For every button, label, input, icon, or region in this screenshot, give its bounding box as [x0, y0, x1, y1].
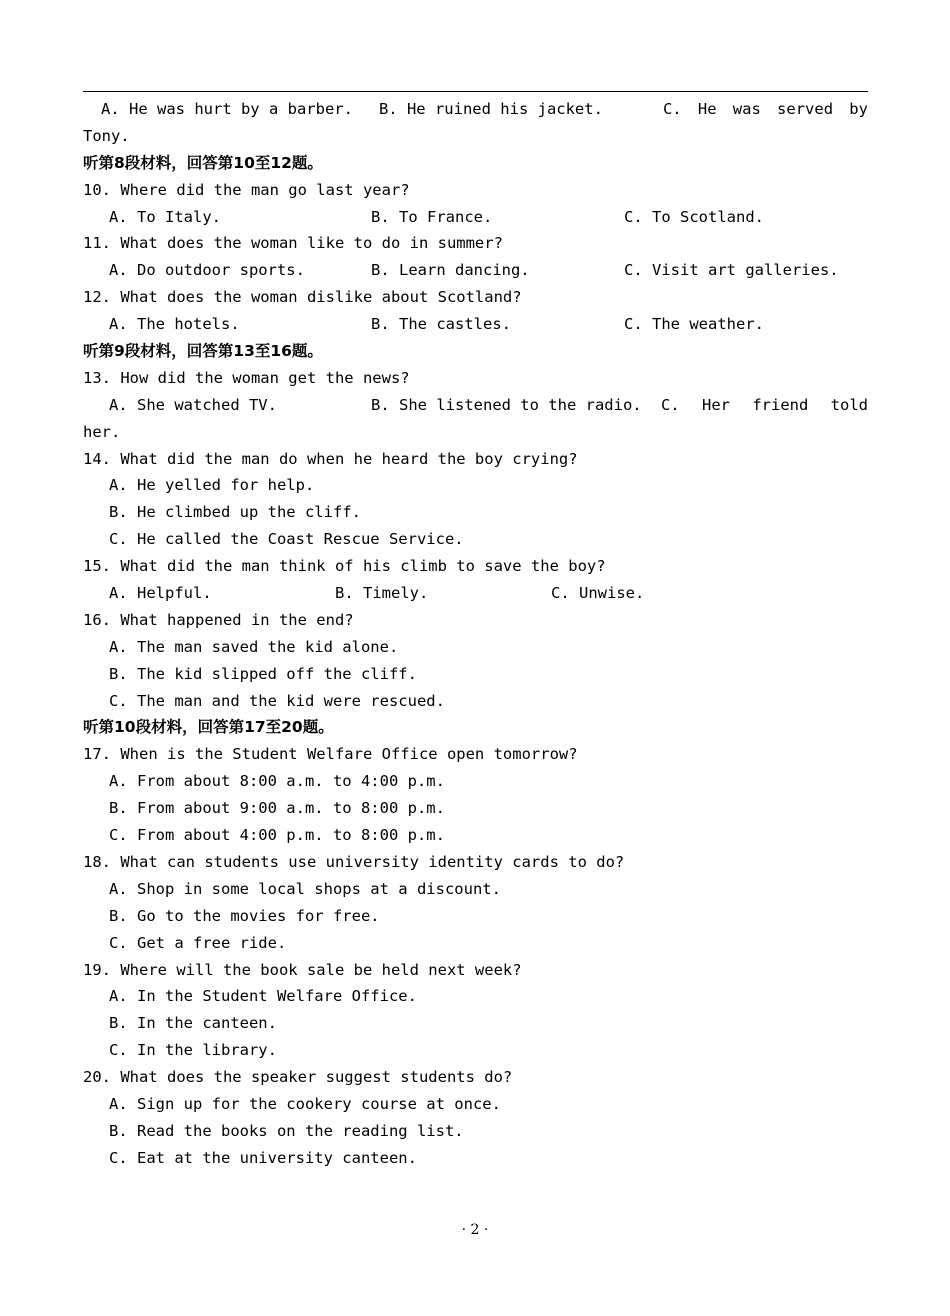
q9-option-c-wrap: Tony. [83, 126, 130, 145]
section-heading-10: 听第10段材料，回答第17至20题。 [83, 718, 334, 737]
option-a: A. Shop in some local shops at a discount. [109, 879, 501, 898]
option-b: B. Read the books on the reading list. [109, 1121, 464, 1140]
options-row [83, 204, 868, 231]
question-stem: 19. Where will the book sale be held next week? [83, 960, 522, 979]
question-stem: 16. What happened in the end? [83, 610, 354, 629]
option-b: B. In the canteen. [109, 1014, 277, 1033]
options-row [83, 257, 868, 284]
option-b: B. From about 9:00 a.m. to 8:00 p.m. [109, 799, 445, 818]
question-stem: 13. How did the woman get the news? [83, 368, 410, 387]
q9-option-c: C. He was served by [662, 100, 868, 118]
question-stem: 11. What does the woman like to do in summer? [83, 234, 503, 253]
option-c: C. Visit art galleries. [624, 261, 839, 280]
question-stem: 10. Where did the man go last year? [83, 180, 410, 199]
option-c: C. Get a free ride. [109, 933, 287, 952]
option-b: B. She listened to the radio. [371, 395, 642, 414]
option-b: B. Go to the movies for free. [109, 906, 380, 925]
question-stem: 14. What did the man do when he heard the boy crying? [83, 449, 578, 468]
section-heading-9: 听第9段材料，回答第13至16题。 [83, 342, 323, 361]
option-a: A. He yelled for help. [109, 476, 315, 495]
option-a: A. Do outdoor sports. [109, 261, 305, 280]
q9-option-b: B. He ruined his jacket. [378, 100, 603, 118]
question-stem: 17. When is the Student Welfare Office open tomorrow? [83, 745, 578, 764]
option-c-wrap: her. [83, 422, 121, 441]
option-c: C. Eat at the university canteen. [109, 1148, 417, 1167]
option-c: C. The man and the kid were rescued. [109, 691, 445, 710]
section-heading-8: 听第8段材料，回答第10至12题。 [83, 153, 323, 172]
option-a: A. In the Student Welfare Office. [109, 987, 417, 1006]
option-b: B. The castles. [371, 315, 511, 334]
option-c: C. In the library. [109, 1041, 277, 1060]
q9-options-row [83, 96, 868, 123]
option-b: B. Learn dancing. [371, 261, 530, 280]
option-a: A. Helpful. [109, 584, 212, 603]
option-c: C. Unwise. [551, 584, 645, 603]
question-stem: 20. What does the speaker suggest students do? [83, 1068, 513, 1087]
option-a: A. The hotels. [109, 315, 240, 334]
option-b: B. To France. [371, 207, 493, 226]
header-rule [83, 91, 868, 92]
option-a: A. She watched TV. [109, 395, 277, 414]
option-a: A. To Italy. [109, 207, 221, 226]
option-c: C. From about 4:00 p.m. to 8:00 p.m. [109, 826, 445, 845]
question-stem: 18. What can students use university identity cards to do? [83, 852, 625, 871]
q9-option-a: A. He was hurt by a barber. [101, 100, 353, 118]
option-c: C. He called the Coast Rescue Service. [109, 530, 464, 549]
options-row [83, 580, 868, 607]
option-b: B. He climbed up the cliff. [109, 503, 361, 522]
option-c: C. To Scotland. [624, 207, 764, 226]
option-a: A. The man saved the kid alone. [109, 637, 399, 656]
option-c: C. Her friend told [661, 395, 868, 414]
options-row [83, 311, 868, 338]
option-b: B. The kid slipped off the cliff. [109, 664, 417, 683]
option-b: B. Timely. [335, 584, 429, 603]
exam-page [83, 96, 868, 1172]
question-stem: 12. What does the woman dislike about Scotland? [83, 288, 522, 307]
options-row [83, 392, 868, 419]
option-c: C. The weather. [624, 315, 764, 334]
option-a: A. Sign up for the cookery course at once. [109, 1094, 501, 1113]
option-a: A. From about 8:00 a.m. to 4:00 p.m. [109, 772, 445, 791]
page-number: · 2 · [461, 1222, 489, 1238]
question-stem: 15. What did the man think of his climb to save the boy? [83, 557, 606, 576]
